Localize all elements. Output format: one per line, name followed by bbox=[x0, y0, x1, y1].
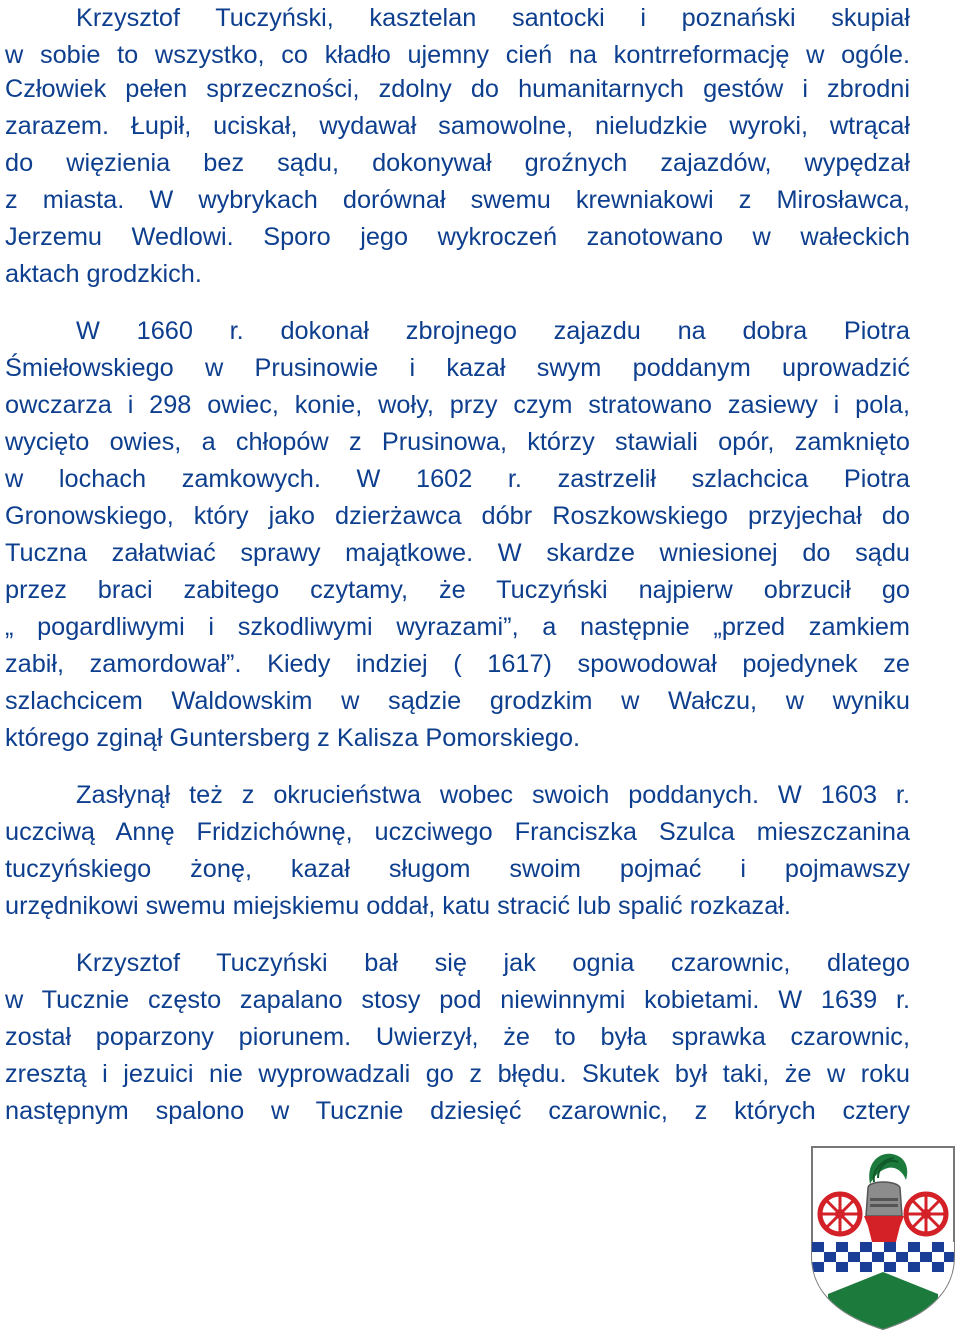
text-line: w Tucznie często zapalano stosy pod niewinnymi kobietami. W 1639 r. bbox=[5, 986, 910, 1014]
wheel-left-icon bbox=[820, 1194, 860, 1234]
text-line: aktach grodzkich. bbox=[5, 260, 202, 288]
text-line: zabił, zamordował”. Kiedy indziej ( 1617) spowodował pojedynek ze bbox=[5, 650, 910, 678]
text-line: szlachcicem Waldowskim w sądzie grodzkim w Wałczu, w wyniku bbox=[5, 687, 910, 715]
text-line: tuczyńskiego żonę, kazał sługom swoim pojmać i pojmawszy bbox=[5, 855, 910, 883]
text-line: następnym spalono w Tucznie dziesięć czarownic, z których cztery bbox=[5, 1097, 910, 1125]
text-line: zarazem. Łupił, uciskał, wydawał samowolne, nieludzkie wyroki, wtrącał bbox=[5, 112, 910, 140]
wheel-right-icon bbox=[906, 1194, 946, 1234]
text-line: w lochach zamkowych. W 1602 r. zastrzelił szlachcica Piotra bbox=[5, 465, 910, 493]
text-line: Krzysztof Tuczyński bał się jak ognia czarownic, dlatego bbox=[76, 949, 910, 977]
text-line: Śmiełowskiego w Prusinowie i kazał swym poddanym uprowadzić bbox=[5, 354, 910, 382]
text-line: przez braci zabitego czytamy, że Tuczyński najpierw obrzucił go bbox=[5, 576, 910, 604]
text-line: został poparzony piorunem. Uwierzył, że to była sprawka czarownic, bbox=[5, 1023, 910, 1051]
text-line: w sobie to wszystko, co kładło ujemny cień na kontrreformację w ogóle. bbox=[5, 41, 910, 69]
text-line: Zasłynął też z okrucieństwa wobec swoich poddanych. W 1603 r. bbox=[76, 781, 910, 809]
text-line: zresztą i jezuici nie wyprowadzali go z błędu. Skutek był taki, że w roku bbox=[5, 1060, 910, 1088]
text-line: którego zginął Guntersberg z Kalisza Pomorskiego. bbox=[5, 724, 581, 752]
coat-of-arms-icon bbox=[808, 1144, 958, 1332]
text-line: Krzysztof Tuczyński, kasztelan santocki i poznański skupiał bbox=[76, 4, 910, 32]
text-line: z miasta. W wybrykach dorównał swemu krewniakowi z Mirosławca, bbox=[5, 186, 910, 214]
text-line: Człowiek pełen sprzeczności, zdolny do humanitarnych gestów i zbrodni bbox=[5, 75, 910, 103]
text-line: do więzienia bez sądu, dokonywał groźnych zajazdów, wypędzał bbox=[5, 149, 910, 177]
text-line: W 1660 r. dokonał zbrojnego zajazdu na dobra Piotra bbox=[76, 317, 910, 345]
helmet-icon bbox=[864, 1182, 904, 1242]
text-line: wycięto owies, a chłopów z Prusinowa, którzy stawiali opór, zamknięto bbox=[5, 428, 910, 456]
text-line: Jerzemu Wedlowi. Sporo jego wykroczeń zanotowano w wałeckich bbox=[5, 223, 910, 251]
text-line: „ pogardliwymi i szkodliwymi wyrazami”, a następnie „przed zamkiem bbox=[5, 613, 910, 641]
text-line: Gronowskiego, który jako dzierżawca dóbr Roszkowskiego przyjechał do bbox=[5, 502, 910, 530]
text-line: owczarza i 298 owiec, konie, woły, przy czym stratowano zasiewy i pola, bbox=[5, 391, 910, 419]
text-line: urzędnikowi swemu miejskiemu oddał, katu stracić lub spalić rozkazał. bbox=[5, 892, 791, 920]
text-line: Tuczna załatwiać sprawy majątkowe. W skardze wniesionej do sądu bbox=[5, 539, 910, 567]
text-line: uczciwą Annę Fridzichównę, uczciwego Franciszka Szulca mieszczanina bbox=[5, 818, 910, 846]
